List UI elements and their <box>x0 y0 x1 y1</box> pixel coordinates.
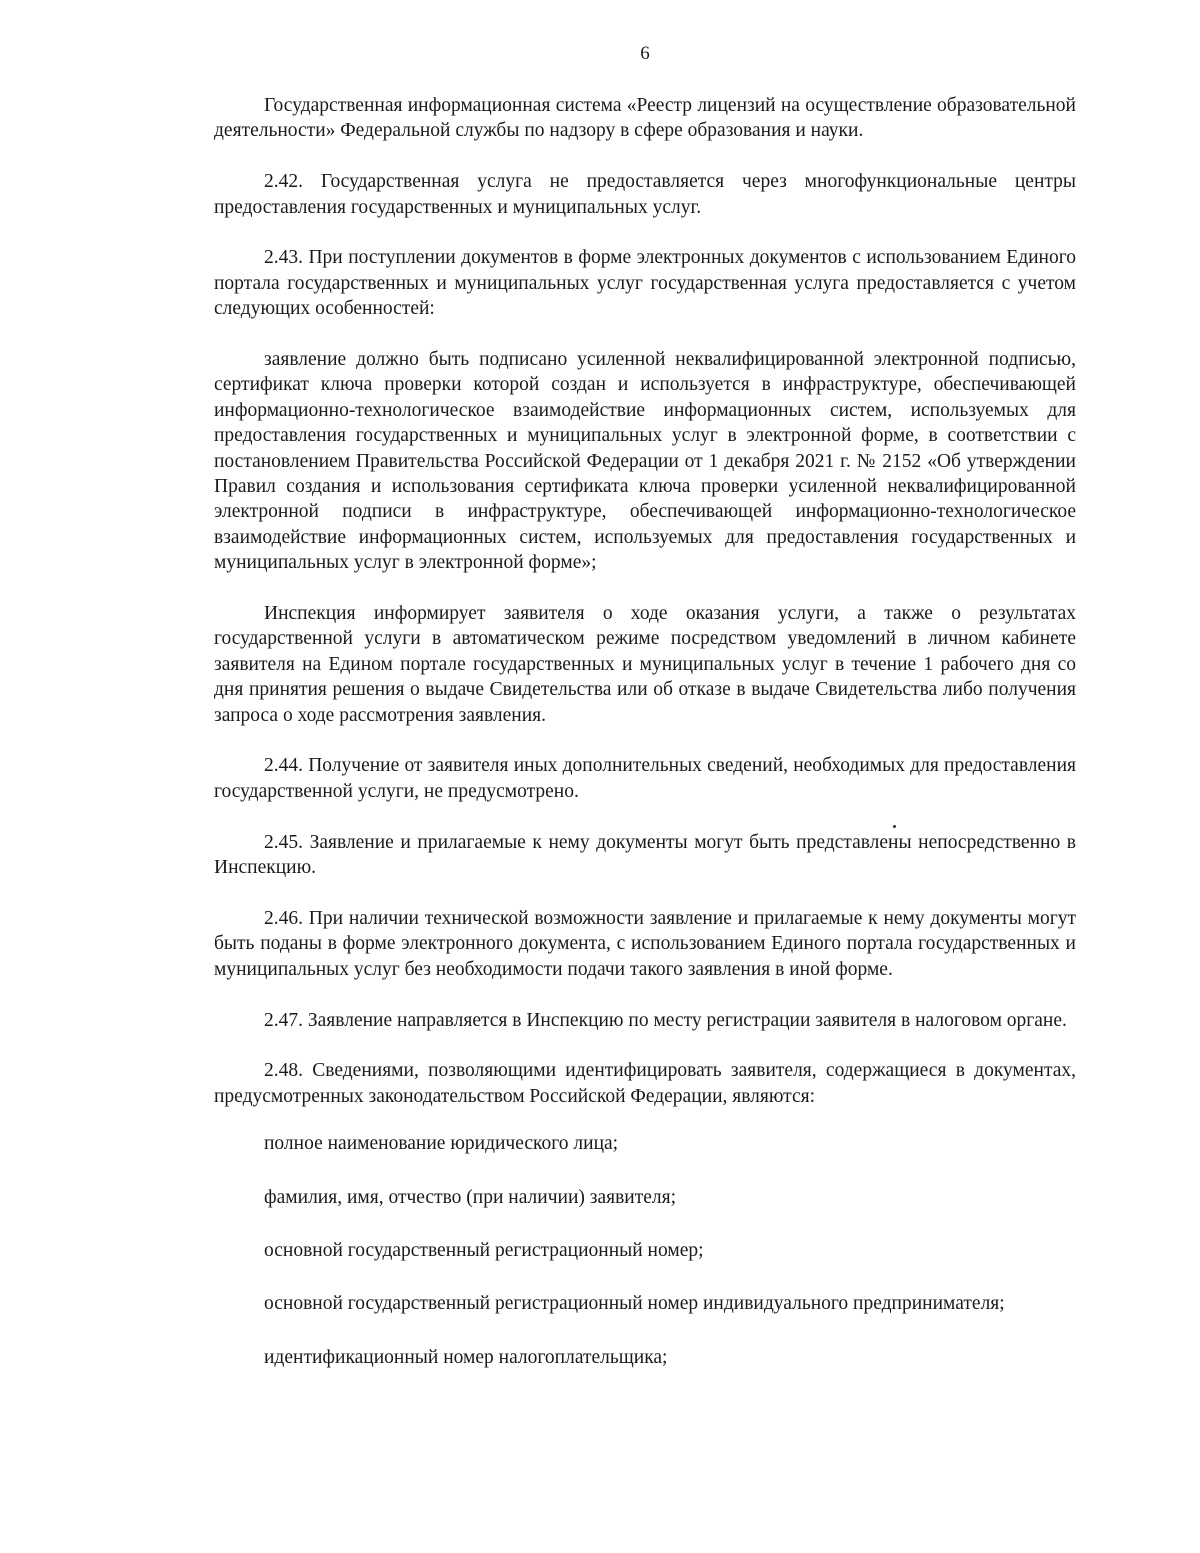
paragraph-registry-system: Государственная информационная система «Реестр лицензий на осуществление образовательной деятельности» Федеральной службы по надзору в сфере образования и науки. <box>214 95 1076 142</box>
list-item-legal-entity-name: полное наименование юридического лица; <box>264 1133 619 1155</box>
paragraph-2-47: 2.47. Заявление направляется в Инспекцию по месту регистрации заявителя в налоговом органе. <box>264 1009 1067 1031</box>
list-item-inn: идентификационный номер налогоплательщика; <box>264 1346 668 1368</box>
list-item-ogrnip: основной государственный регистрационный номер индивидуального предпринимателя; <box>264 1293 1005 1315</box>
list-item-ogrn: основной государственный регистрационный номер; <box>264 1239 704 1261</box>
paragraph-2-46: 2.46. При наличии технической возможности заявление и прилагаемые к нему документы могут быть поданы в форме электронного документа, с использованием Единого портала государственных и муниципальных услуг без необходимости подачи такого заявления в иной форме. <box>214 907 1076 980</box>
page-number: 6 <box>640 43 650 64</box>
paragraph-2-48: 2.48. Сведениями, позволяющими идентифицировать заявителя, содержащиеся в документах, предусмотренных законодательством Российской Федерации, являются: <box>214 1060 1076 1107</box>
paragraph-2-42: 2.42. Государственная услуга не предоставляется через многофункциональные центры предоставления государственных и муниципальных услуг. <box>214 171 1076 218</box>
scan-speck <box>893 825 896 828</box>
paragraph-2-43: 2.43. При поступлении документов в форме электронных документов с использованием Единого портала государственных и муниципальных услуг государственная услуга предоставляется с учетом следующих особенностей: <box>214 247 1076 320</box>
paragraph-signature-requirement: заявление должно быть подписано усиленной неквалифицированной электронной подписью, сертификат ключа проверки которой создан и используется в инфраструктуре, обеспечивающей информационно-технологическое взаимодействие информационных систем, используемых для предоставления государственных и муниципальных услуг в электронной форме, в соответствии с постановлением Правительства Российской Федерации от 1 декабря 2021 г. № 2152 «Об утверждении Правил создания и использования сертификата ключа проверки усиленной неквалифицированной электронной подписи в инфраструктуре, обеспечивающей информационно-технологическое взаимодействие информационных систем, используемых для предоставления государственных и муниципальных услуг в электронной форме»; <box>214 349 1076 574</box>
paragraph-2-44: 2.44. Получение от заявителя иных дополнительных сведений, необходимых для предоставления государственной услуги, не предусмотрено. <box>214 755 1076 802</box>
paragraph-inspection-informs: Инспекция информирует заявителя о ходе оказания услуги, а также о результатах государственной услуги в автоматическом режиме посредством уведомлений в личном кабинете заявителя на Едином портале государственных и муниципальных услуг в течение 1 рабочего дня со дня принятия решения о выдаче Свидетельства или об отказе в выдаче Свидетельства либо получения запроса о ходе рассмотрения заявления. <box>214 603 1076 726</box>
list-item-full-name: фамилия, имя, отчество (при наличии) заявителя; <box>264 1186 677 1208</box>
document-body <box>214 93 1076 1398</box>
paragraph-2-45: 2.45. Заявление и прилагаемые к нему документы могут быть представлены непосредственно в Инспекцию. <box>214 831 1076 879</box>
